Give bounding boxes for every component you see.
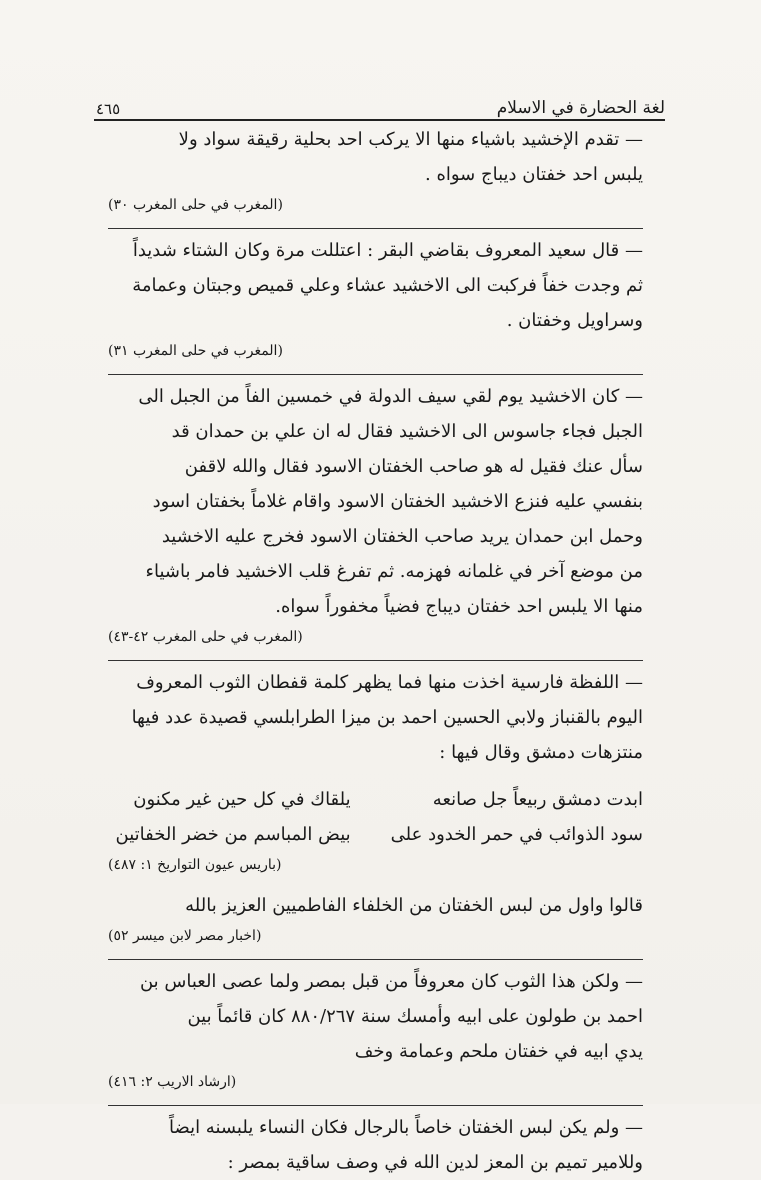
text-line: سأل عنك فقيل له هو صاحب الخفتان الاسود فقال والله لاقفن <box>184 456 643 477</box>
running-title: لغة الحضارة في الاسلام <box>496 98 665 118</box>
page-number: ٤٦٥ <box>96 100 121 118</box>
divider <box>108 959 643 960</box>
text-line: — ولم يكن لبس الخفتان خاصاً بالرجال فكان النساء يلبسنه ايضاً <box>168 1117 643 1138</box>
poem <box>108 782 643 852</box>
divider <box>108 228 643 229</box>
citation: (المغرب في حلى المغرب ٣١) <box>108 343 283 359</box>
poem-hemistich: ابدت دمشق ربيعاً جل صانعه <box>432 789 643 810</box>
text-line: — قال سعيد المعروف بقاضي البقر : اعتللت مرة وكان الشتاء شديداً <box>132 240 643 261</box>
text-line: وحمل ابن حمدان يريد صاحب الخفتان الاسود فخرج عليه الاخشيد <box>161 526 643 547</box>
poem-hemistich: يلقاك في كل حين غير مكنون <box>133 789 351 810</box>
entry-6 <box>108 964 643 1069</box>
citation: (المغرب في حلى المغرب ٣٠) <box>108 197 283 213</box>
text-line: وسراويل وخفتان . <box>506 310 643 331</box>
text-line: يدي ابيه في خفتان ملحم وعمامة وخف <box>354 1041 643 1062</box>
text-line: — ولكن هذا الثوب كان معروفاً من قبل بمصر ولما عصى العباس بن <box>139 971 643 992</box>
text-line: — تقدم الإخشيد باشياء منها الا يركب احد بحلية رقيقة سواد ولا <box>178 129 643 150</box>
text-line: من موضع آخر في غلمانه فهزمه. ثم تفرغ قلب الاخشيد فامر باشياء <box>145 561 643 582</box>
text-line: قالوا واول من لبس الخفتان من الخلفاء الفاطميين العزيز بالله <box>185 895 643 916</box>
citation: (المغرب في حلى المغرب ٤٢-٤٣) <box>108 629 303 645</box>
text-line: — كان الاخشيد يوم لقي سيف الدولة في خمسين الفاً من الجبل الى <box>138 386 643 407</box>
divider <box>108 660 643 661</box>
divider <box>108 1105 643 1106</box>
entry-7 <box>108 1110 643 1180</box>
text-line: اليوم بالقنباز ولابي الحسين احمد بن ميزا الطرابلسي قصيدة عدد فيها <box>131 707 643 728</box>
entry-1 <box>108 122 643 192</box>
citation: (ارشاد الاريب ٢: ٤١٦) <box>108 1074 237 1090</box>
citation: (اخبار مصر لابن ميسر ٥٢) <box>108 928 262 944</box>
text-line: ثم وجدت خفاً فركبت الى الاخشيد عشاء وعلي قميص وجبتان وعمامة <box>132 275 643 296</box>
entry-5 <box>108 888 643 923</box>
header-rule <box>94 119 665 121</box>
text-line: يلبس احد خفتان ديباج سواه . <box>425 164 643 185</box>
poem-hemistich: بيض المباسم من خضر الخفاتين <box>115 824 351 845</box>
text-line: وللامير تميم بن المعز لدين الله في وصف ساقية بمصر : <box>227 1152 643 1173</box>
citation: (باريس عيون التواريخ ١: ٤٨٧) <box>108 857 282 873</box>
text-line: بنفسي عليه فنزع الاخشيد الخفتان الاسود واقام غلاماً بخفتان اسود <box>152 491 643 512</box>
divider <box>108 374 643 375</box>
entry-4 <box>108 665 643 852</box>
text-line: احمد بن طولون على ابيه وأمسك سنة ٨٨٠/٢٦٧ كان قائماً بين <box>187 1006 643 1027</box>
text-line: الجبل فجاء جاسوس الى الاخشيد فقال له ان علي بن حمدان قد <box>171 421 643 442</box>
poem-hemistich: سود الذوائب في حمر الخدود على <box>390 824 643 845</box>
running-header <box>96 84 665 118</box>
entry-2 <box>108 233 643 338</box>
text-line: منتزهات دمشق وقال فيها : <box>439 742 643 763</box>
page-body <box>108 122 643 1180</box>
text-line: — اللفظة فارسية اخذت منها فما يظهر كلمة قفطان الثوب المعروف <box>136 672 643 693</box>
text-line: منها الا يلبس احد خفتان ديباج فضياً مخفوراً سواه. <box>275 596 643 617</box>
entry-3 <box>108 379 643 624</box>
